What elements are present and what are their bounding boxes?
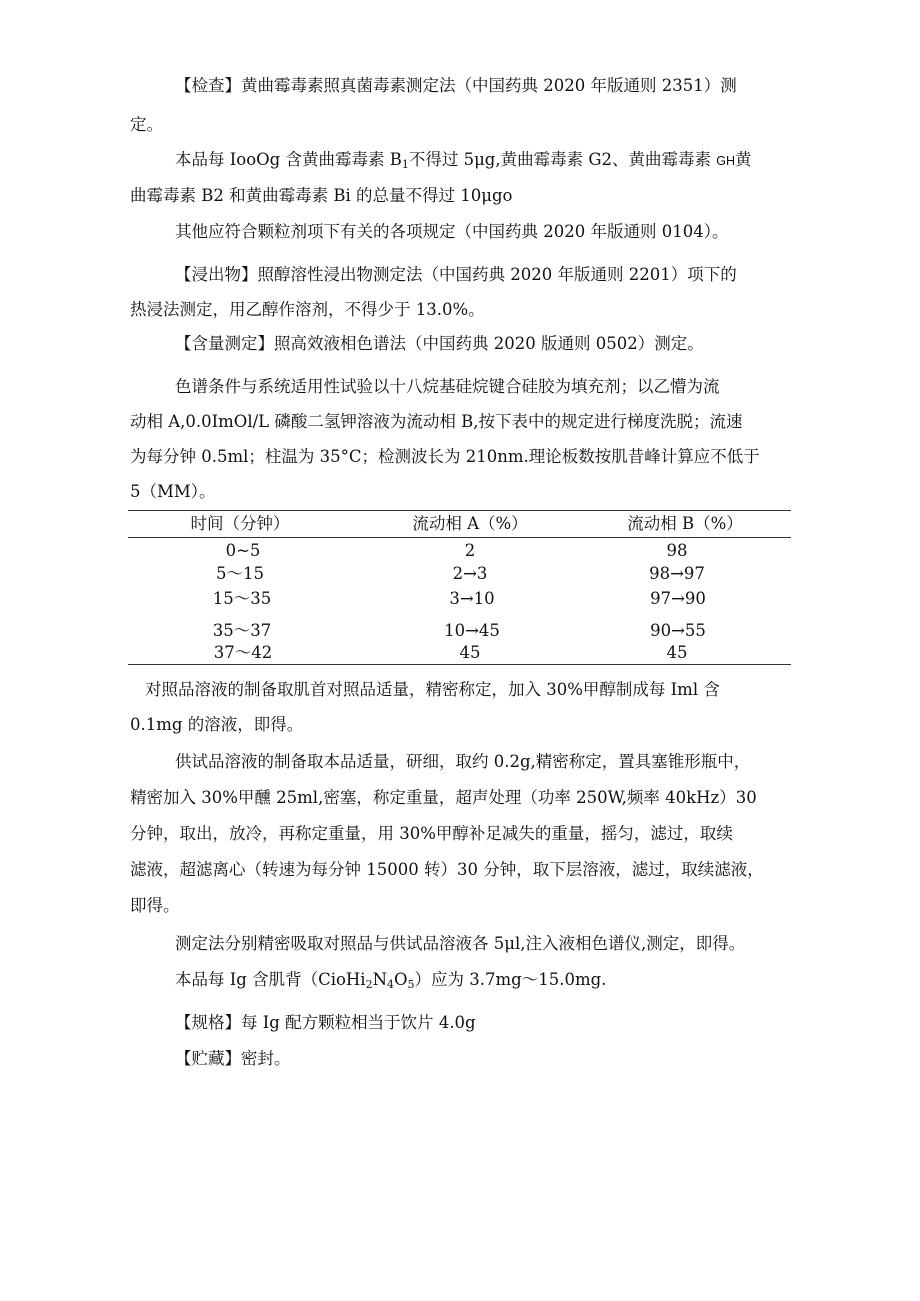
chrom-line-4: 5（MM）。	[130, 482, 216, 501]
table-cell-phase-b: 98→97	[649, 564, 705, 583]
table-cell-phase-b: 45	[666, 643, 688, 662]
assay-heading: 【含量测定】照高效液相色谱法（中国药典 2020 版通则 0502）测定。	[175, 334, 704, 353]
table-cell-phase-b: 97→90	[650, 589, 706, 608]
aflatoxin-limit-gh: GH	[716, 154, 736, 168]
content-sub-2: 4	[387, 978, 395, 991]
table-cell-time: 0~5	[225, 541, 261, 560]
extract-line-2: 热浸法测定，用乙醇作溶剂，不得少于 13.0%。	[130, 300, 485, 319]
table-cell-time: 5～15	[216, 564, 264, 583]
chrom-line-3: 为每分钟 0.5ml；柱温为 35°C；检测波长为 210nm.理论板数按肌昔峰计算应不低于	[130, 447, 760, 466]
table-cell-time: 35～37	[212, 621, 272, 640]
spec-line: 【规格】每 Ig 配方颗粒相当于饮片 4.0g	[175, 1013, 476, 1032]
content-text-a: 本品每 Ig 含肌背（CioHi	[175, 970, 366, 989]
table-cell-phase-b: 98	[666, 541, 688, 560]
content-line	[175, 968, 606, 992]
table-cell-phase-a: 45	[459, 643, 481, 662]
table-cell-time: 15～35	[212, 589, 272, 608]
aflatoxin-limit-line-1	[175, 148, 752, 173]
table-cell-phase-a: 2	[464, 541, 476, 560]
table-header-phase-a: 流动相 A（%）	[412, 514, 528, 533]
aflatoxin-limit-text-a: 本品每 IooOg 含黄曲霉毒素 B	[175, 150, 402, 169]
table-top-rule	[128, 510, 791, 511]
chrom-line-2: 动相 A,0.0ImOl/L 磷酸二氢钾溶液为流动相 B,按下表中的规定进行梯度洗脱；流速	[130, 412, 743, 431]
reference-line-1: 对照品溶液的制备取肌首对照品适量，精密称定，加入 30%甲醇制成每 Iml 含	[145, 680, 720, 699]
table-cell-phase-a: 2→3	[452, 564, 488, 583]
content-text-b: N	[372, 970, 388, 989]
table-header-phase-b: 流动相 B（%）	[627, 514, 743, 533]
check-line-1: 【检查】黄曲霉毒素照真菌毒素测定法（中国药典 2020 年版通则 2351）测	[175, 76, 737, 95]
content-sub-3: 5	[407, 978, 415, 991]
table-header-rule	[128, 537, 791, 538]
extract-line-1: 【浸出物】照醇溶性浸出物测定法（中国药典 2020 年版通则 2201）项下的	[175, 265, 737, 284]
sample-line-3: 分钟，取出，放冷，再称定重量，用 30%甲醇补足减失的重量，摇匀，滤过，取续	[130, 824, 733, 843]
sample-line-2: 精密加入 30%甲醺 25ml,密塞，称定重量，超声处理（功率 250W,频率 40kHz）30	[130, 788, 757, 807]
aflatoxin-limit-sub: 1	[401, 158, 409, 171]
reference-line-2: 0.1mg 的溶液，即得。	[130, 715, 304, 734]
content-text-d: ）应为 3.7mg～15.0mg.	[414, 970, 607, 989]
table-cell-phase-b: 90→55	[650, 621, 706, 640]
content-sub-1: 2	[365, 978, 373, 991]
aflatoxin-limit-text-b: 不得过 5μg,黄曲霉毒素 G2、黄曲霉毒素	[408, 150, 712, 169]
table-cell-time: 37～42	[213, 643, 273, 662]
method-line: 测定法分别精密吸取对照品与供试品溶液各 5μl,注入液相色谱仪,测定，即得。	[175, 934, 746, 953]
storage-line: 【贮藏】密封。	[175, 1049, 291, 1068]
aflatoxin-limit-text-c: 黄	[735, 150, 752, 169]
sample-line-1: 供试品溶液的制备取本品适量，研细，取约 0.2g,精密称定，置具塞锥形瓶中，	[175, 752, 751, 771]
table-cell-phase-a: 3→10	[449, 589, 495, 608]
other-requirements: 其他应符合颗粒剂项下有关的各项规定（中国药典 2020 年版通则 0104）。	[175, 222, 729, 241]
aflatoxin-limit-line-2: 曲霉毒素 B2 和黄曲霉毒素 Bi 的总量不得过 10μgo	[130, 186, 513, 205]
check-line-2: 定。	[130, 115, 163, 134]
chrom-line-1: 色谱条件与系统适用性试验以十八烷基硅烷键合硅胶为填充剂；以乙懵为流	[175, 377, 720, 396]
sample-line-4: 滤液，超滤离心（转速为每分钟 15000 转）30 分钟，取下层溶液，滤过，取续滤液，	[130, 860, 764, 879]
content-text-c: O	[394, 970, 408, 989]
table-cell-phase-a: 10→45	[444, 621, 500, 640]
table-header-time: 时间（分钟）	[190, 514, 290, 533]
sample-line-5: 即得。	[130, 896, 180, 915]
table-bottom-rule	[128, 664, 791, 665]
